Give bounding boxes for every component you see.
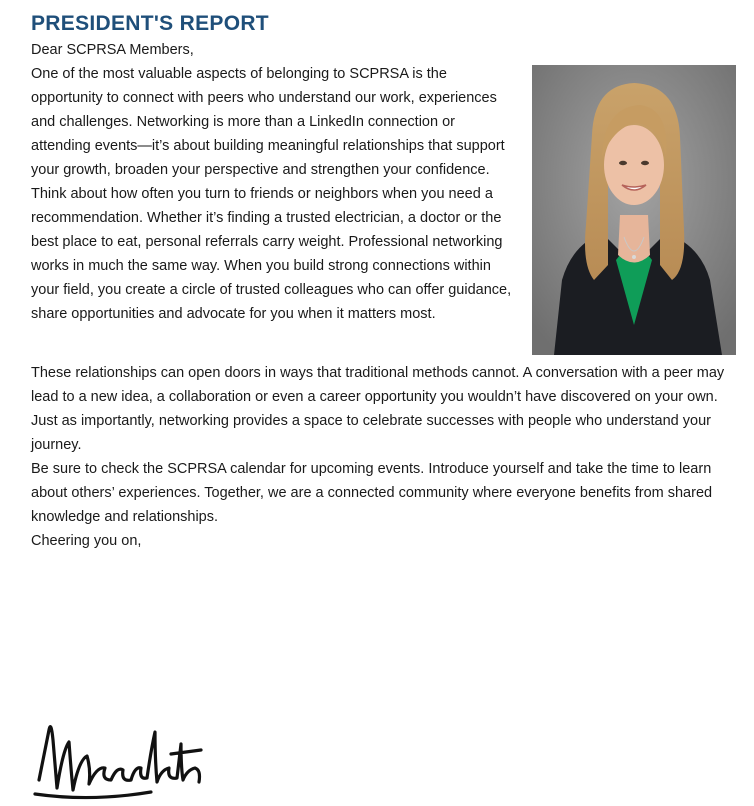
closing-line: Cheering you on,	[31, 533, 142, 549]
report-body	[31, 38, 731, 553]
presidents-report	[31, 10, 731, 553]
paragraph-1: One of the most valuable aspects of belonging to SCPRSA is the opportunity to connect with peers who understand our work, experiences and challenges. Networking is more than a LinkedIn connection or attending events—it’s about building meaningful relationships that support your growth, broaden your perspective and strengthen your confidence.	[31, 66, 505, 178]
paragraph-4: Be sure to check the SCPRSA calendar for upcoming events. Introduce yourself and take the time to learn about others’ experiences. Together, we are a connected community where everyone benefits from shared knowledge and relationships.	[31, 461, 713, 525]
paragraph-2: Think about how often you turn to friends or neighbors when you need a recommendation. Whether it’s finding a trusted electrician, a doctor or the best place to eat, personal referrals carry weight. Professional networking works in much the same way. When you build strong connections within your field, you create a circle of trusted colleagues who can offer guidance, share opportunities and advocate for you when it matters most.	[31, 186, 512, 322]
paragraph-3: These relationships can open doors in ways that traditional methods cannot. A conversation with a peer may lead to a new idea, a collaboration or even a career opportunity you wouldn’t have discovered on your own. Just as importantly, networking provides a space to celebrate successes with people who understand your journey.	[31, 365, 725, 453]
portrait-photo	[532, 65, 736, 355]
salutation: Dear SCPRSA Members,	[31, 42, 194, 58]
page-title: PRESIDENT'S REPORT	[31, 12, 269, 35]
signature	[31, 710, 241, 806]
